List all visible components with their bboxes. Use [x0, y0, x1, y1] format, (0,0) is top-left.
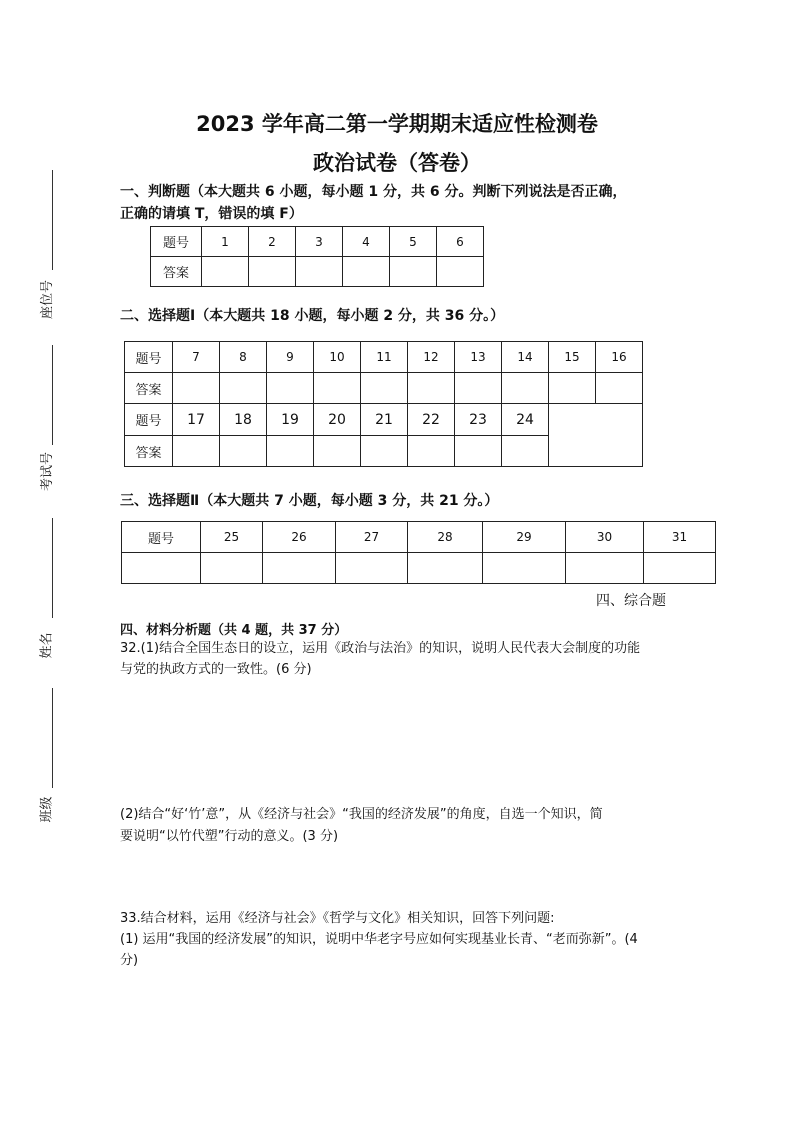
question-number: 20	[314, 404, 361, 436]
answer-area-q33-1[interactable]	[120, 976, 680, 1096]
question-number: 26	[263, 522, 336, 553]
q32-2-line2: 要说明“以竹代塑”行动的意义。(3 分)	[120, 829, 339, 844]
answer-cell[interactable]	[566, 553, 644, 584]
answer-cell[interactable]	[596, 373, 643, 404]
question-number: 15	[549, 342, 596, 373]
row-label-question: 题号	[151, 227, 202, 257]
question-number: 23	[455, 404, 502, 436]
answer-cell[interactable]	[122, 553, 201, 584]
answer-cell[interactable]	[263, 553, 336, 584]
q32-1-line1: 32.(1)结合全国生态日的设立，运用《政治与法治》的知识，说明人民代表大会制度的功能	[120, 641, 641, 656]
answer-cell[interactable]	[483, 553, 566, 584]
name-label: 姓名	[39, 632, 55, 659]
seat-label: 座位号	[40, 279, 56, 320]
question-number: 31	[644, 522, 716, 553]
answer-cell[interactable]	[220, 373, 267, 404]
binding-line-3	[52, 518, 53, 618]
answer-cell[interactable]	[173, 373, 220, 404]
question-number: 28	[408, 522, 483, 553]
answer-cell[interactable]	[314, 373, 361, 404]
answer-cell[interactable]	[549, 373, 596, 404]
question-number: 19	[267, 404, 314, 436]
exam-no-label: 考试号	[40, 451, 56, 492]
q33-1-line2: 分)	[120, 953, 139, 968]
question-number: 30	[566, 522, 644, 553]
class-label: 班级	[39, 796, 55, 823]
row-label-answer: 答案	[125, 373, 173, 404]
answer-cell[interactable]	[249, 257, 296, 287]
answer-cell[interactable]	[408, 373, 455, 404]
question-number: 10	[314, 342, 361, 373]
answer-cell[interactable]	[502, 436, 549, 467]
section2-table	[124, 341, 643, 467]
answer-cell[interactable]	[437, 257, 484, 287]
page-title: 2023 学年高二第一学期期末适应性检测卷	[196, 112, 598, 136]
q33-1-line1: (1) 运用“我国的经济发展”的知识，说明中华老字号应如何实现基业长青、“老而弥新”。(4	[120, 932, 638, 947]
question-number: 6	[437, 227, 484, 257]
page-subtitle: 政治试卷（答卷）	[313, 151, 481, 175]
section2-heading: 二、选择题Ⅰ（本大题共 18 小题，每小题 2 分，共 36 分。）	[120, 308, 505, 324]
answer-cell[interactable]	[296, 257, 343, 287]
question-number: 14	[502, 342, 549, 373]
answer-cell[interactable]	[201, 553, 263, 584]
answer-cell[interactable]	[361, 436, 408, 467]
binding-line-2	[52, 345, 53, 445]
section1-heading-line1: 一、判断题（本大题共 6 小题，每小题 1 分，共 6 分。判断下列说法是否正确，	[120, 184, 627, 200]
question-number: 21	[361, 404, 408, 436]
question-number: 11	[361, 342, 408, 373]
answer-area-q32-2[interactable]	[120, 852, 680, 902]
row-label-question: 题号	[122, 522, 201, 553]
answer-cell[interactable]	[343, 257, 390, 287]
section3-table	[121, 521, 716, 584]
row-label-answer: 答案	[151, 257, 202, 287]
binding-line-1	[52, 170, 53, 270]
question-number: 2	[249, 227, 296, 257]
binding-line-4	[52, 688, 53, 788]
section4-heading: 四、材料分析题（共 4 题，共 37 分）	[120, 623, 348, 638]
question-number: 8	[220, 342, 267, 373]
q32-1-line2: 与党的执政方式的一致性。(6 分)	[120, 662, 312, 677]
question-number: 16	[596, 342, 643, 373]
question-number: 29	[483, 522, 566, 553]
answer-cell[interactable]	[314, 436, 361, 467]
composite-label: 四、综合题	[596, 593, 666, 609]
answer-cell[interactable]	[267, 436, 314, 467]
answer-cell[interactable]	[336, 553, 408, 584]
answer-cell[interactable]	[502, 373, 549, 404]
question-number: 24	[502, 404, 549, 436]
answer-cell[interactable]	[267, 373, 314, 404]
answer-cell[interactable]	[220, 436, 267, 467]
answer-cell[interactable]	[408, 553, 483, 584]
question-number: 7	[173, 342, 220, 373]
q32-2-line1: (2)结合“好‘竹’意”，从《经济与社会》“我国的经济发展”的角度，自选一个知识，简	[120, 807, 603, 822]
answer-cell[interactable]	[644, 553, 716, 584]
question-number: 22	[408, 404, 455, 436]
row-label-answer: 答案	[125, 436, 173, 467]
question-number: 1	[202, 227, 249, 257]
question-number: 13	[455, 342, 502, 373]
section1-table	[150, 226, 484, 287]
question-number: 3	[296, 227, 343, 257]
question-number: 27	[336, 522, 408, 553]
row-label-question: 题号	[125, 404, 173, 436]
blank-block	[549, 404, 643, 467]
answer-cell[interactable]	[455, 436, 502, 467]
question-number: 4	[343, 227, 390, 257]
answer-cell[interactable]	[202, 257, 249, 287]
section1-heading-line2: 正确的请填 T，错误的填 F）	[120, 206, 303, 222]
question-number: 17	[173, 404, 220, 436]
question-number: 25	[201, 522, 263, 553]
row-label-question: 题号	[125, 342, 173, 373]
question-number: 18	[220, 404, 267, 436]
section3-heading: 三、选择题Ⅱ（本大题共 7 小题，每小题 3 分，共 21 分。）	[120, 493, 499, 509]
q33-intro: 33.结合材料，运用《经济与社会》《哲学与文化》相关知识，回答下列问题:	[120, 911, 555, 926]
answer-cell[interactable]	[390, 257, 437, 287]
answer-cell[interactable]	[455, 373, 502, 404]
answer-area-q32-1[interactable]	[120, 684, 680, 799]
question-number: 12	[408, 342, 455, 373]
answer-cell[interactable]	[361, 373, 408, 404]
answer-cell[interactable]	[173, 436, 220, 467]
question-number: 5	[390, 227, 437, 257]
answer-cell[interactable]	[408, 436, 455, 467]
question-number: 9	[267, 342, 314, 373]
